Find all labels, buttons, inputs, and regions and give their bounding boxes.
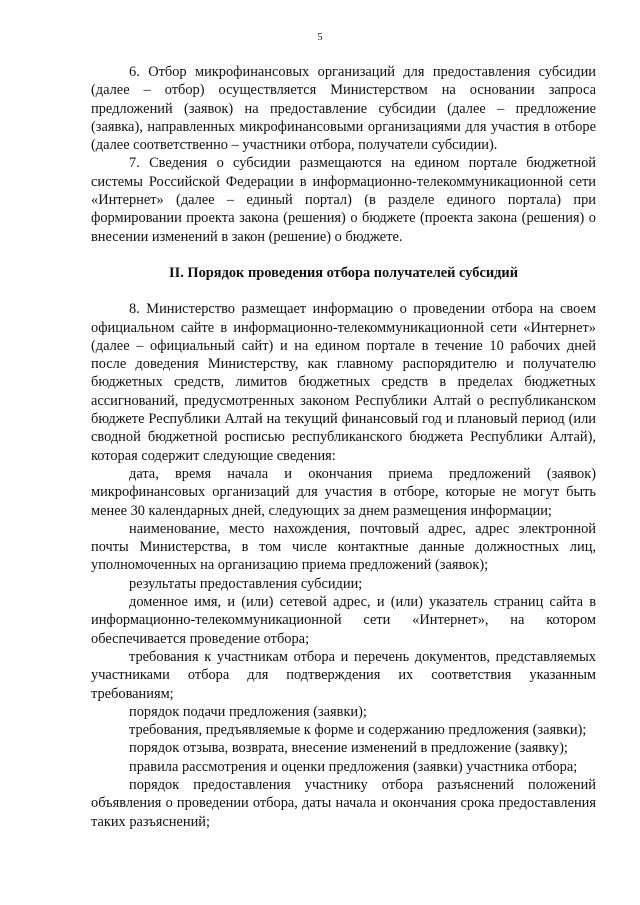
list-item-form-requirements: требования, предъявляемые к форме и содержанию предложения (заявки); [129,722,587,739]
paragraph-8: 8. Министерство размещает информацию о проведении отбора на своем официальном сайте в информационно-телекоммуникационной сети «Интернет» (далее – официальный сайт) и на едином портале в течение 10 рабочих дней после доведения Министерству, как главному распорядителю и получателю бюджетных средств, лимитов бюджетных средств в пределах бюджетных ассигнований, предусмотренных законом Республики Алтай о республиканском бюджете Республики Алтай на текущий финансовый год и плановый период (или сводной бюджетной росписью республиканского бюджета Республики Алтай), которая содержит следующие сведения: [91,301,596,464]
list-item-dates: дата, время начала и окончания приема предложений (заявок) микрофинансовых организаций для участия в отборе, которые не могут быть менее 30 календарных дней, следующих за днем размещения информации; [91,465,596,519]
section-heading: II. Порядок проведения отбора получателей субсидий [169,264,518,281]
list-item-clarifications: порядок предоставления участнику отбора разъяснений положений объявления о проведении отбора, даты начала и окончания срока предоставления таких разъяснений; [91,776,596,830]
paragraph-7: 7. Сведения о субсидии размещаются на едином портале бюджетной системы Российской Федерации в информационно-телекоммуникационной сети «Интернет» (далее – единый портал) (в разделе единого портала) при формировании проекта закона (решения) о бюджете (проекта закона (решения) о внесении изменений в закон (решение) о бюджете. [91,155,596,245]
document-body [91,63,596,831]
list-item-ministry-contacts: наименование, место нахождения, почтовый адрес, адрес электронной почты Министерства, в том числе контактные данные должностных лиц, уполномоченных на организацию приема предложений (заявок); [91,520,596,574]
paragraph-6: 6. Отбор микрофинансовых организаций для предоставления субсидии (далее – отбор) осуществляется Министерством на основании запроса предложений (заявок) на предоставление субсидии (далее – предложение (заявка), направленных микрофинансовыми организациями для участия в отборе (далее соответственно – участники отбора, получатели субсидии). [91,64,596,154]
list-item-domain: доменное имя, и (или) сетевой адрес, и (или) указатель страниц сайта в информационно-телекоммуникационной сети «Интернет», на котором обеспечивается проведение отбора; [91,594,596,647]
list-item-evaluation-rules: правила рассмотрения и оценки предложения (заявки) участника отбора; [129,758,578,775]
list-item-withdrawal: порядок отзыва, возврата, внесение изменений в предложение (заявку); [129,740,568,757]
page-number: 5 [317,32,323,43]
list-item-requirements: требования к участникам отбора и перечень документов, представляемых участниками отбора для подтверждения их соответствия указанным требованиям; [91,648,596,702]
list-item-submission-order: порядок подачи предложения (заявки); [129,703,367,720]
list-item-results: результаты предоставления субсидии; [129,575,363,592]
